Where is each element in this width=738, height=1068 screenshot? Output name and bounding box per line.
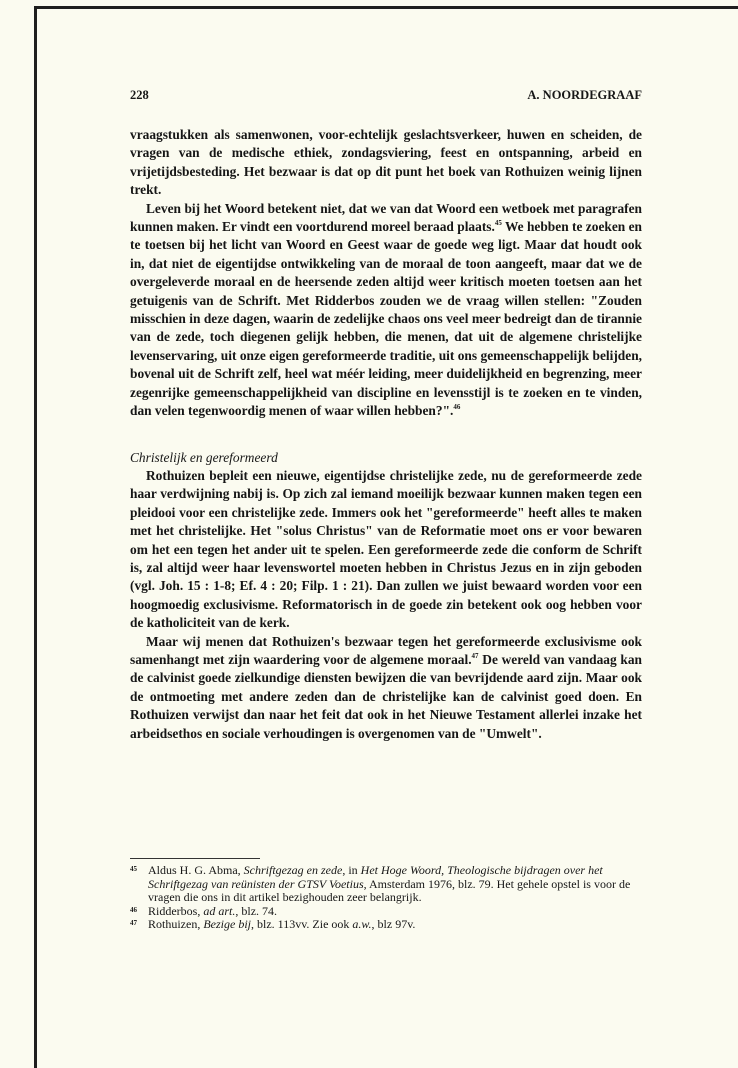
paragraph-4-part-a: Maar wij menen dat Rothuizen's bezwaar tegen het gereformeerde exclusivisme ook samenhangt met zijn waardering voor de algemene moraal.: [130, 633, 642, 667]
footnote-italic: ad art.: [203, 903, 236, 918]
paragraph-2-part-b: We hebben te zoeken en te toetsen bij het licht van Woord en Geest waar de goede weg ligt. Maar dat houdt ook in, dat niet de eigentijdse ontwikkeling van de moraal de toon aangeeft, maar dat we de overgeleverde moraal en de heersende zeden altijd weer kritisch moeten toetsen aan het getuigenis van de Schrift. Met Ridderbos zouden we de vraag willen stellen: "Zouden misschien in deze dagen, waarin de zedelijke chaos ons veel meer bedreigt dan de tirannie van de zede, toch diegenen gelijk hebben, die menen, dat uit de algemene christelijke levenservaring, uit onze eigen gereformeerde traditie, uit ons gemeenschappelijk belijden, bovenal uit de Schrift zelf, heel wat méér leiding, meer duidelijkheid en begrenzing, meer zegenrijke gemeenschappelijkheid van discipline en levensstijl is te zoeken en te vinden, dan velen tegenwoordig menen of waar willen hebben?".: [130, 219, 642, 419]
paragraph-1: vraagstukken als samenwonen, voor-echtelijk geslachtsverkeer, huwen en scheiden, de vragen van de medische ethiek, zondagsviering, feest en ontspanning, arbeid en vrijetijdsbesteding. Het bezwaar is dat op dit punt het boek van Rothuizen weinig lijnen trekt.: [130, 127, 642, 198]
footnote-text: , blz 97v.: [371, 917, 416, 932]
footnote-46: [130, 905, 642, 919]
scan-border-left: [34, 6, 37, 1068]
footnote-45: [130, 864, 642, 905]
paragraph-4: [130, 633, 642, 743]
page-number: 228: [130, 88, 149, 102]
footnote-ref-45: 45: [494, 219, 502, 228]
footnotes: [130, 864, 642, 932]
footnote-mark: 46: [130, 905, 137, 914]
footnote-47: [130, 918, 642, 932]
section-heading: Christelijk en gereformeerd: [130, 449, 278, 465]
footnote-text: , Amsterdam 1976, blz. 79. Het gehele opstel is voor de vragen die ons in dit artikel bezighouden zeer belangrijk.: [148, 876, 631, 905]
footnote-ref-47: 47: [471, 651, 479, 660]
footnote-text: Aldus H. G. Abma,: [148, 863, 244, 877]
footnote-text: , blz. 74.: [235, 903, 278, 918]
footnote-separator: [130, 858, 260, 859]
footnote-mark: 45: [130, 865, 137, 873]
footnote-italic: a.w.: [352, 917, 372, 932]
footnote-italic: Het Hoge Woord, Theologische bijdragen over het Schriftgezag van reünisten der GTSV Voetius: [148, 863, 603, 891]
body-text: [130, 126, 642, 743]
footnote-ref-46: 46: [453, 403, 461, 412]
paragraph-2: [130, 200, 642, 421]
paragraph-2-part-a: Leven bij het Woord betekent niet, dat we van dat Woord een wetboek met paragrafen kunnen maken. Er vindt een voortdurend moreel beraad plaats.: [130, 200, 642, 235]
paragraph-3: Rothuizen bepleit een nieuwe, eigentijdse christelijke zede, nu de gereformeerde zede haar verdwijning nabij is. Op zich zal iemand moeilijk bezwaar kunnen maken tegen een pleidooi voor een christelijke zede. Immers ook het "gereformeerde" heeft alles te maken met het christelijke. Het "solus Christus" van de Reformatie moet ons er voor bewaren om het een tegen het ander uit te spelen. Een gereformeerde zede die conform de Schrift is, zal altijd weer haar levenswortel moeten hebben in Christus Jezus en in zijn geboden (vgl. Joh. 15 : 1-8; Ef. 4 : 20; Filp. 1 : 21). Dan zullen we juist bewaard worden voor een hoogmoedig exclusivisme. Reformatorisch in de goede zin betekent ook oog hebben voor de katholiciteit van de kerk.: [130, 467, 642, 631]
footnote-text: , in: [342, 863, 361, 877]
footnote-text: Rothuizen,: [148, 917, 204, 932]
running-head: A. NOORDEGRAAF: [527, 88, 642, 102]
scan-border-top: [34, 6, 738, 9]
paragraph-4-part-b: De wereld van vandaag kan de calvinist goede zielkundige diensten bewijzen die van bevrijdende aard zijn. Maar ook de ontmoeting met andere zeden dan de christelijke kan de calvinist goed doen. En Rothuizen verwijst dan naar het feit dat ook in het Nieuwe Testament allerlei inzake het arbeidsethos en sociale verhoudingen is overgenomen van de "Umwelt".: [130, 651, 642, 741]
footnote-italic: Bezige bij: [203, 917, 251, 932]
footnote-text: , blz. 113vv. Zie ook: [250, 917, 353, 932]
footnote-italic: Schriftgezag en zede: [243, 863, 343, 877]
footnote-mark: 47: [130, 919, 137, 928]
footnote-text: Ridderbos,: [148, 903, 204, 918]
